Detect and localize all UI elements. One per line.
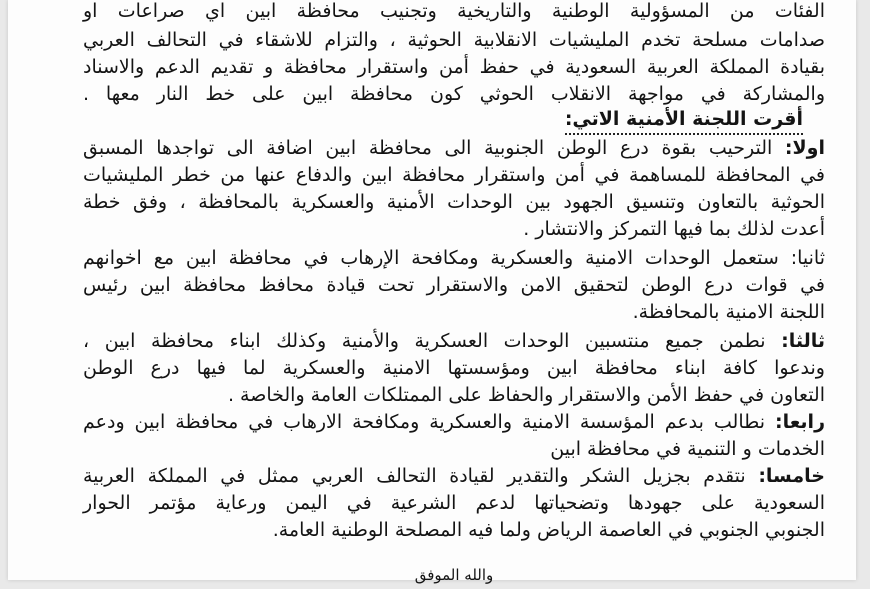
item-5-line	[83, 463, 825, 490]
item-label: خامسا:	[758, 465, 825, 487]
item-text: نتقدم بجزيل الشكر والتقدير لقيادة التحالف العربي ممثل في المملكة العربية	[83, 465, 746, 487]
item-text: ستعمل الوحدات الامنية والعسكرية ومكافحة الإرهاب في محافظة ابين مع اخوانهم	[83, 247, 779, 269]
item-1-line: الحوثية بالتعاون وتنسيق الجهود بين الوحدات الأمنية والعسكرية بالمحافظة ، وفق خطة	[83, 191, 825, 213]
item-text: الترحيب بقوة درع الوطن الجنوبية الى محافظة ابين اضافة الى تواجدها المسبق	[83, 137, 773, 159]
document-page	[8, 0, 856, 584]
intro-line: صدامات مسلحة تخدم المليشيات الانقلابية الحوثية ، والتزام للاشقاء في التحالف العربي	[83, 29, 825, 51]
item-3-line	[83, 328, 825, 355]
item-text: نطالب بدعم المؤسسة الامنية والعسكرية ومكافحة الارهاب في محافظة ابين ودعم	[83, 411, 766, 433]
item-label: ثانيا:	[790, 247, 825, 269]
item-label: ثالثا:	[781, 330, 825, 352]
item-1-line	[83, 135, 825, 162]
closing-line: والله الموفق	[414, 566, 494, 584]
item-2-line: اللجنة الامنية بالمحافظة.	[632, 301, 825, 323]
item-5-line: السعودية على جهودها وتضحياتها لدعم الشرعية في اليمن ورعاية مؤتمر الحوار	[83, 492, 825, 514]
intro-line: الفئات من المسؤولية الوطنية والتاريخية وتجنيب محافظة ابين اي صراعات او	[83, 0, 825, 22]
item-3-line: التعاون في حفظ الأمن والاستقرار والحفاظ على الممتلكات العامة والخاصة .	[227, 384, 825, 406]
item-5-line: الجنوبي الجنوبي في العاصمة الرياض ولما فيه المصلحة الوطنية العامة.	[272, 519, 825, 541]
item-4-line: الخدمات و التنمية في محافظة ابين	[550, 438, 825, 460]
item-4-line	[83, 409, 825, 436]
item-2-line: في قوات درع الوطن لتحقيق الامن والاستقرار تحت قيادة محافظ محافظة ابين رئيس	[83, 274, 825, 296]
section-heading: أقرت اللجنة الأمنية الاتي:	[565, 106, 803, 135]
item-text: نطمن جميع منتسبين الوحدات العسكرية والأمنية وكذلك ابناء محافظة ابين ،	[83, 330, 766, 352]
item-label: رابعا:	[774, 411, 826, 433]
intro-line: والمشاركة في مواجهة الانقلاب الحوثي كون محافظة ابين على خط النار معها .	[83, 83, 825, 105]
intro-line: بقيادة المملكة العربية السعودية في حفظ أمن واستقرار محافظة و تقديم الدعم والاسناد	[83, 56, 825, 78]
item-label: اولا:	[784, 137, 825, 159]
item-1-line: في المحافظة للمساهمة في أمن واستقرار محافظة ابين والدفاع عنها من خطر المليشيات	[83, 164, 825, 186]
item-2-line	[83, 245, 825, 272]
item-3-line: وندعوا كافة ابناء محافظة ابين ومؤسستها الامنية والعسكرية لما فيها درع الوطن	[83, 357, 825, 379]
item-1-line: أعدت لذلك بما فيها التمركز والانتشار .	[523, 218, 825, 240]
